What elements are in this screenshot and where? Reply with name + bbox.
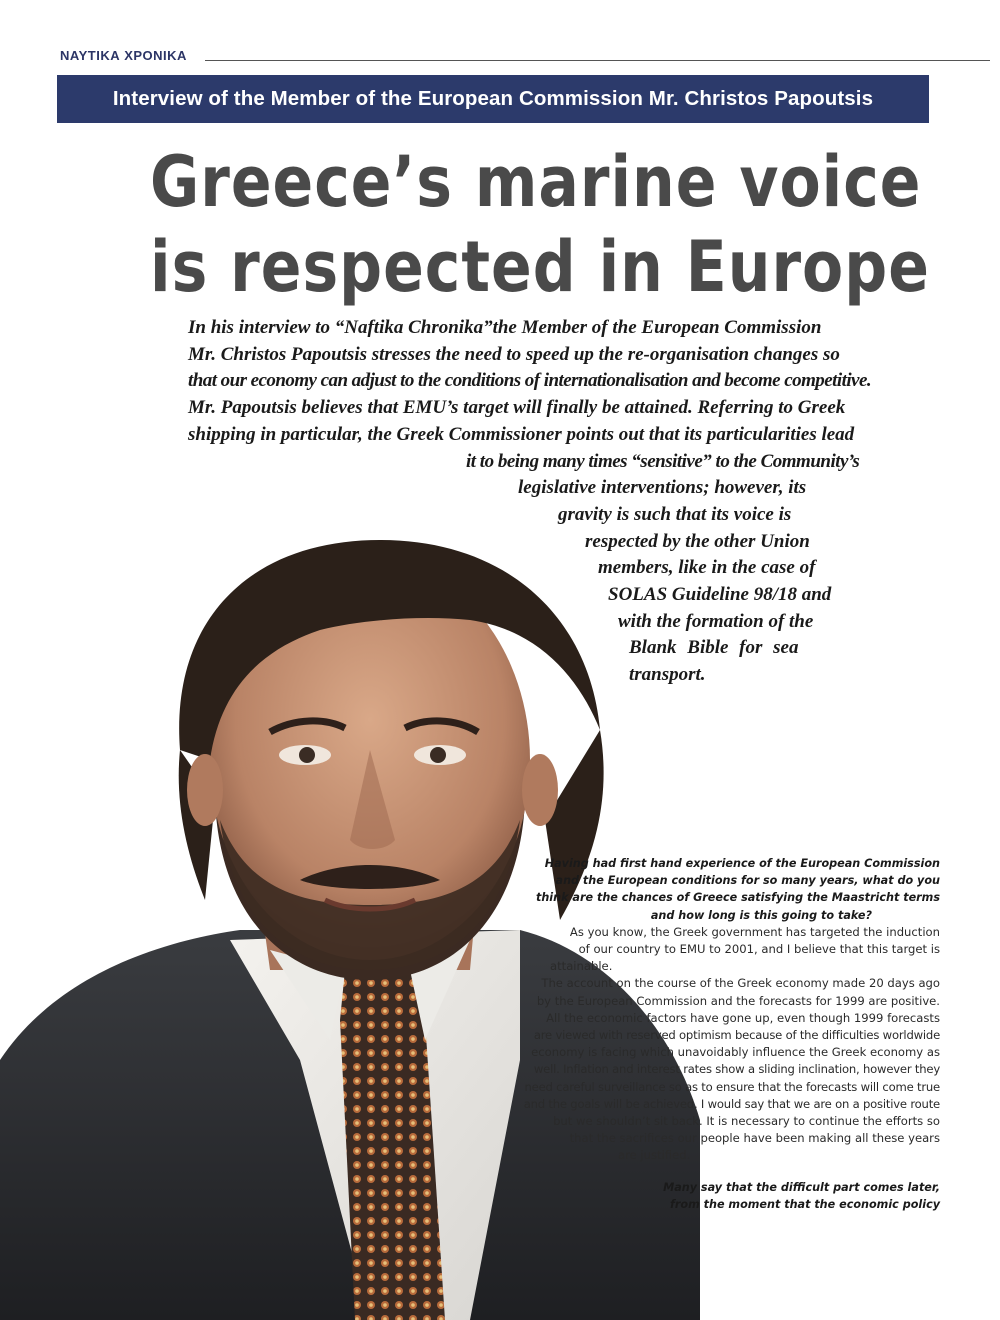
lede-line: Blank Bible for sea — [629, 637, 799, 659]
lede-line: it to being many times “sensitive” to the Community’s — [466, 450, 860, 472]
running-header — [60, 48, 990, 68]
question-line: Many say that the difficult part comes later, — [663, 1180, 940, 1194]
headline-line-1: Greece’s marine voice — [150, 141, 922, 224]
lede-line: respected by the other Union — [585, 530, 810, 552]
question-2 — [470, 1179, 940, 1213]
lede-line: with the formation of the — [618, 610, 814, 632]
headline-line-2: is respected in Europe — [150, 226, 930, 309]
answer-line: of our country to EMU to 2001, and I believe that this target is — [578, 942, 940, 957]
answer-line: but we shouldn’t sit back. It is necessary to continue the efforts so — [553, 1114, 940, 1129]
lede-line: gravity is such that its voice is — [558, 503, 792, 525]
lede-line: SOLAS Guideline 98/18 and — [608, 584, 832, 606]
answer-line: All the economic factors have gone up, even though 1999 forecasts — [546, 1010, 940, 1025]
answer-line: are justified. — [618, 1148, 691, 1163]
answer-line: need careful surveillance so as to ensure that the forecasts will come true — [524, 1079, 940, 1094]
answer-line: by the European Commission and the forecasts for 1999 are positive. — [536, 993, 940, 1008]
answer-line: and the goals will be achieved. I would say that we are on a positive route — [523, 1096, 940, 1111]
answer-line: are viewed with reserved optimism because of the difficulties worldwide — [533, 1028, 940, 1043]
question-1 — [470, 855, 940, 924]
question-line: Having had first hand experience of the European Commission — [544, 857, 940, 870]
lede-line: Mr. Papoutsis believes that EMU’s target will finally be attained. Referring to Greek — [188, 397, 846, 419]
header-rule — [205, 60, 990, 61]
lede-line: shipping in particular, the Greek Commissioner points out that its particularities lead — [188, 423, 855, 445]
answer-line: As you know, the Greek government has targeted the induction — [569, 924, 940, 939]
answer-line: The account on the course of the Greek economy made 20 days ago — [541, 976, 940, 991]
lede-line: legislative interventions; however, its — [518, 477, 807, 499]
lede-line: members, like in the case of — [598, 557, 816, 579]
answer-1 — [470, 924, 940, 1165]
answer-line: economy is facing which unavoidably influence the Greek economy as — [531, 1045, 940, 1060]
question-line: and how long is this going to take? — [650, 908, 872, 922]
interview-banner: Interview of the Member of the European Commission Mr. Christos Papoutsis — [57, 75, 929, 123]
answer-line: well. Inflation and interest rates show a sliding inclination, however they — [533, 1062, 940, 1077]
question-line: think are the chances of Greece satisfying the Maastricht terms — [535, 891, 940, 905]
lede-line: In his interview to “Naftika Chronika”the Member of the European Commission — [188, 317, 822, 338]
headline — [150, 140, 930, 310]
question-line: and the European conditions for so many years, what do you — [555, 874, 940, 888]
lede-line: Mr. Christos Papoutsis stresses the need to speed up the re-organisation changes so — [188, 343, 840, 365]
interview-qa — [470, 855, 940, 1213]
lede-line: that our economy can adjust to the conditions of internationalisation and become competitive. — [188, 370, 872, 392]
intro-lede — [188, 315, 872, 689]
publication-name: ΝΑΥΤΙΚΑ ΧΡΟΝΙΚΑ — [60, 48, 187, 63]
answer-line: attainable. — [550, 959, 613, 974]
answer-line: that the sacrifices our people have been making all these years — [569, 1131, 940, 1146]
question-line: from the moment that the economic policy — [670, 1197, 940, 1211]
lede-line: transport. — [629, 664, 706, 686]
